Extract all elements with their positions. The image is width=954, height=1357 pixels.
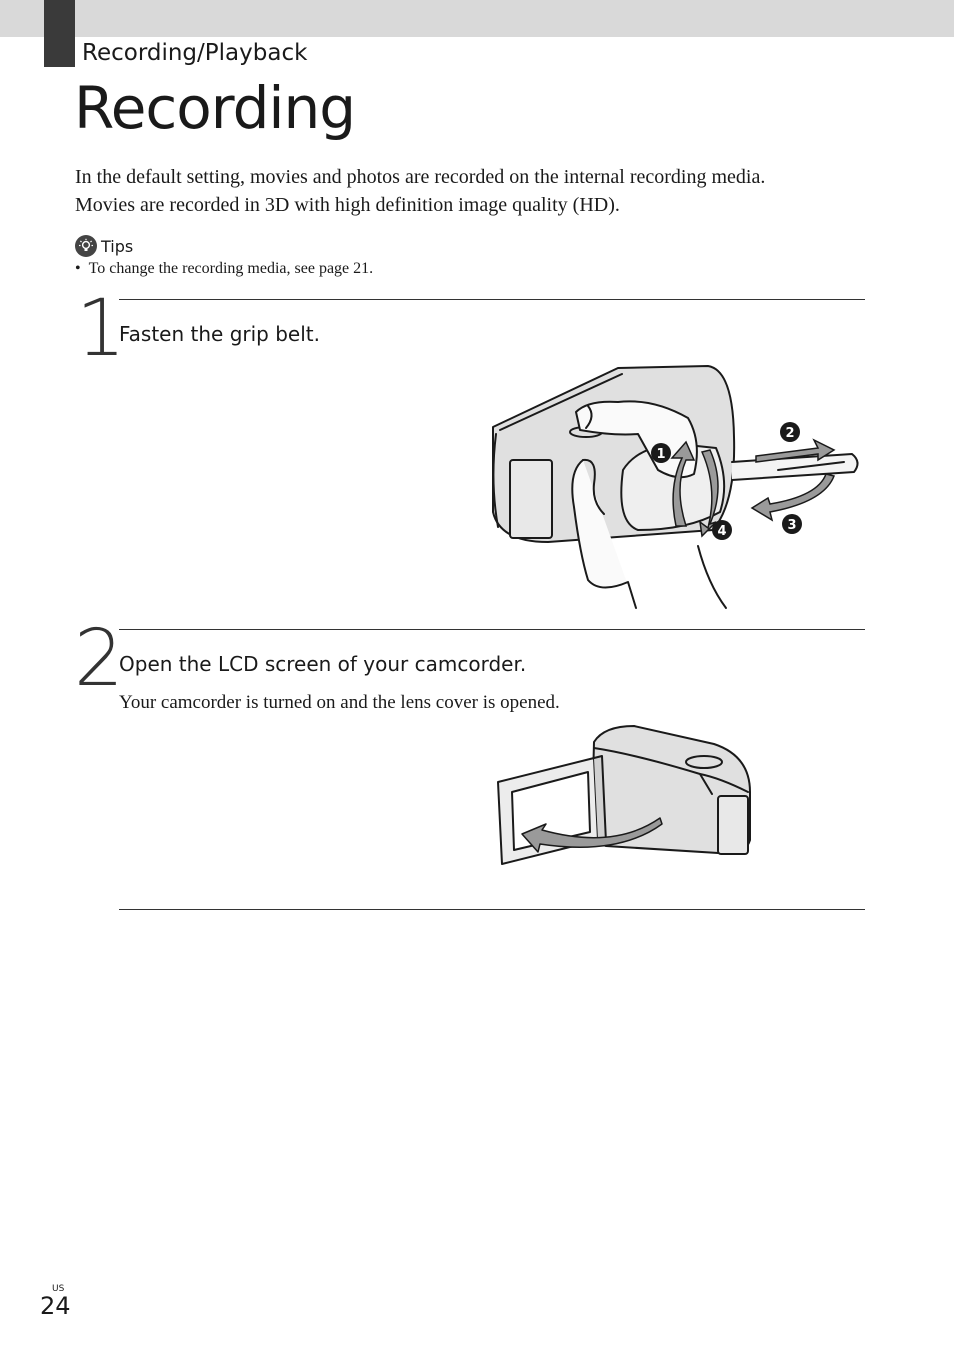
tips-label: Tips xyxy=(101,236,134,256)
step-title-1: Fasten the grip belt. xyxy=(119,322,320,346)
step-divider xyxy=(119,629,865,630)
page-number: 24 xyxy=(40,1292,71,1320)
header-band xyxy=(0,0,954,37)
section-label: Recording/Playback xyxy=(82,40,308,66)
bullet: • xyxy=(75,260,81,277)
page-title: Recording xyxy=(74,74,356,142)
intro-text xyxy=(75,163,875,219)
callout-number: 3 xyxy=(787,518,797,533)
tip-item xyxy=(75,260,373,278)
callout-number: 4 xyxy=(717,524,727,539)
step-divider xyxy=(119,299,865,300)
callout-2 xyxy=(780,422,800,442)
step-title-2: Open the LCD screen of your camcorder. xyxy=(119,652,527,676)
tip-text: To change the recording media, see page 21. xyxy=(88,260,374,277)
section-tab-marker xyxy=(44,0,75,67)
lightbulb-icon xyxy=(75,235,97,257)
intro-line: In the default setting, movies and photos are recorded on the internal recording media. xyxy=(75,166,766,188)
step-number-1: 1 xyxy=(76,284,126,374)
section-end-divider xyxy=(119,909,865,910)
step-description-2: Your camcorder is turned on and the lens cover is opened. xyxy=(119,692,560,713)
callout-number: 1 xyxy=(656,447,666,462)
grip-belt-illustration xyxy=(488,362,864,610)
intro-line: Movies are recorded in 3D with high definition image quality (HD). xyxy=(75,194,620,216)
step-number-2: 2 xyxy=(74,614,124,704)
region-code: US xyxy=(52,1284,65,1294)
tips-heading xyxy=(75,235,133,257)
callout-1 xyxy=(651,443,671,463)
callout-number: 2 xyxy=(785,426,795,441)
page-footer xyxy=(40,1284,71,1318)
callout-4 xyxy=(712,520,732,540)
callout-3 xyxy=(782,514,802,534)
lcd-open-illustration xyxy=(494,722,756,870)
